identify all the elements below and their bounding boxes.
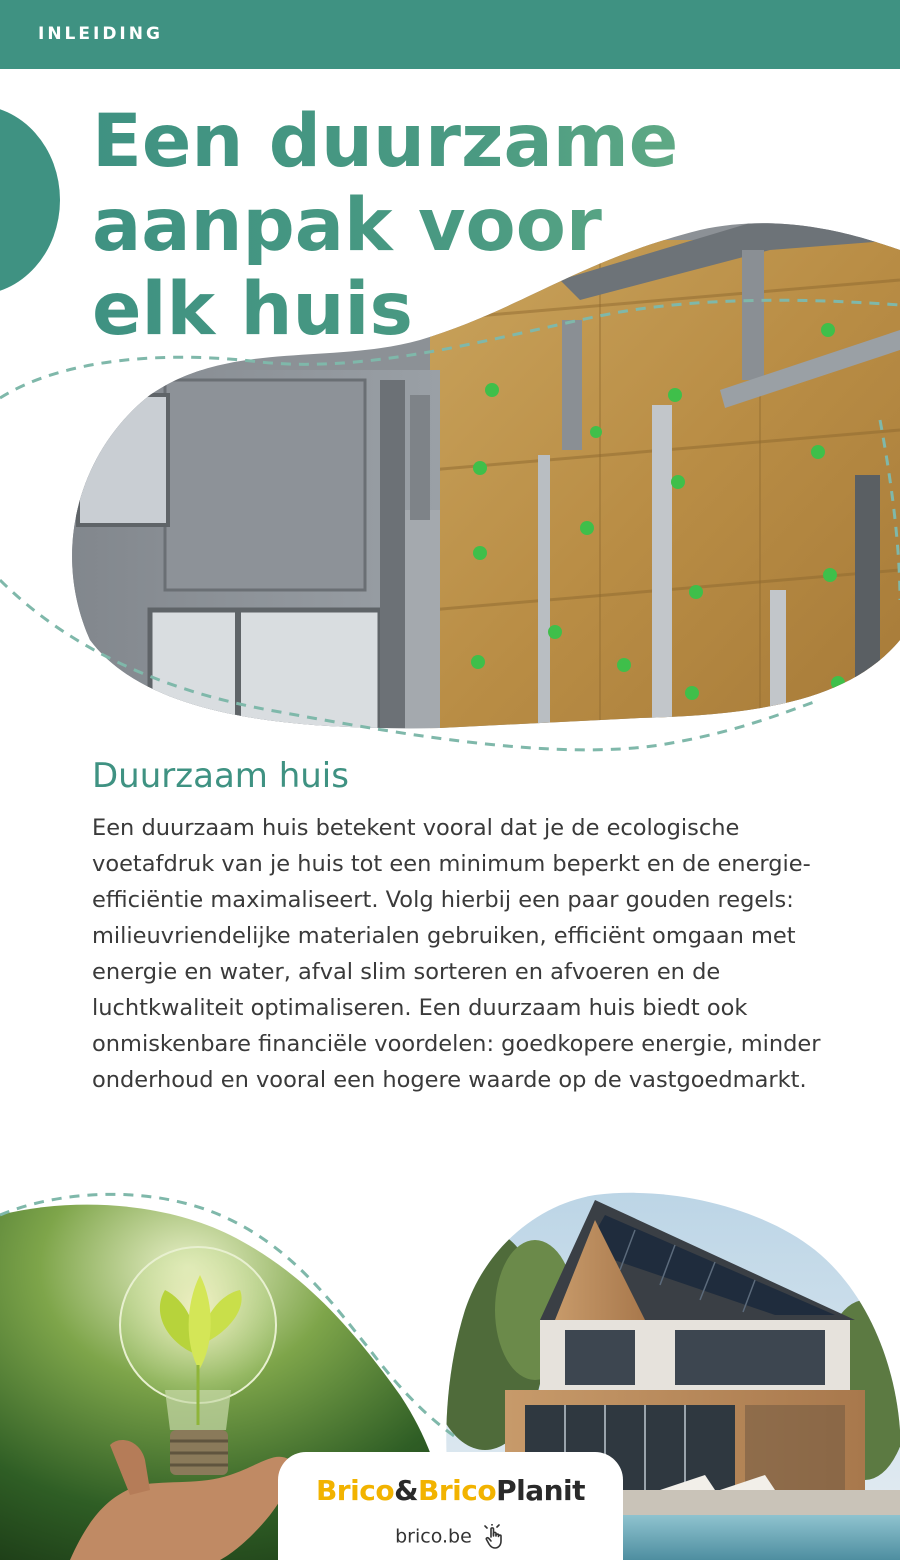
page-title [92, 100, 732, 352]
article-heading: Duurzaam huis [92, 756, 349, 796]
website-url: brico.be [395, 1525, 472, 1548]
top-bar [0, 0, 900, 69]
website-link[interactable] [278, 1524, 623, 1550]
title-line-2: aanpak voor [92, 183, 602, 268]
section-label: INLEIDING [38, 24, 163, 44]
pointer-hand-icon [482, 1524, 506, 1550]
title-line-1: Een duurzame [92, 99, 679, 184]
brico-logo[interactable] [278, 1474, 623, 1507]
article-body: Een duurzaam huis betekent vooral dat je de ecologische voetafdruk van je huis tot een minimum beperkt en de energie-efficiëntie maximaliseert. Volg hierbij een paar gouden regels: milieuvriendelijke materialen gebruiken, efficiënt omgaan met energie en water, afval slim sorteren en afvoeren en de luchtkwaliteit optimaliseren. Een duurzaam huis biedt ook onmiskenbare financiële voordelen: goedkopere energie, minder onderhoud en vooral een hogere waarde op de vastgoedmarkt. [92, 815, 821, 1093]
logo-part-ampersand: & [394, 1474, 418, 1507]
logo-part-brico: Brico [315, 1474, 395, 1507]
logo-part-planit: Planit [496, 1474, 586, 1507]
brand-footer-card [278, 1452, 623, 1560]
logo-part-brico-2: Brico [417, 1474, 497, 1507]
title-line-3: elk huis [92, 267, 413, 352]
